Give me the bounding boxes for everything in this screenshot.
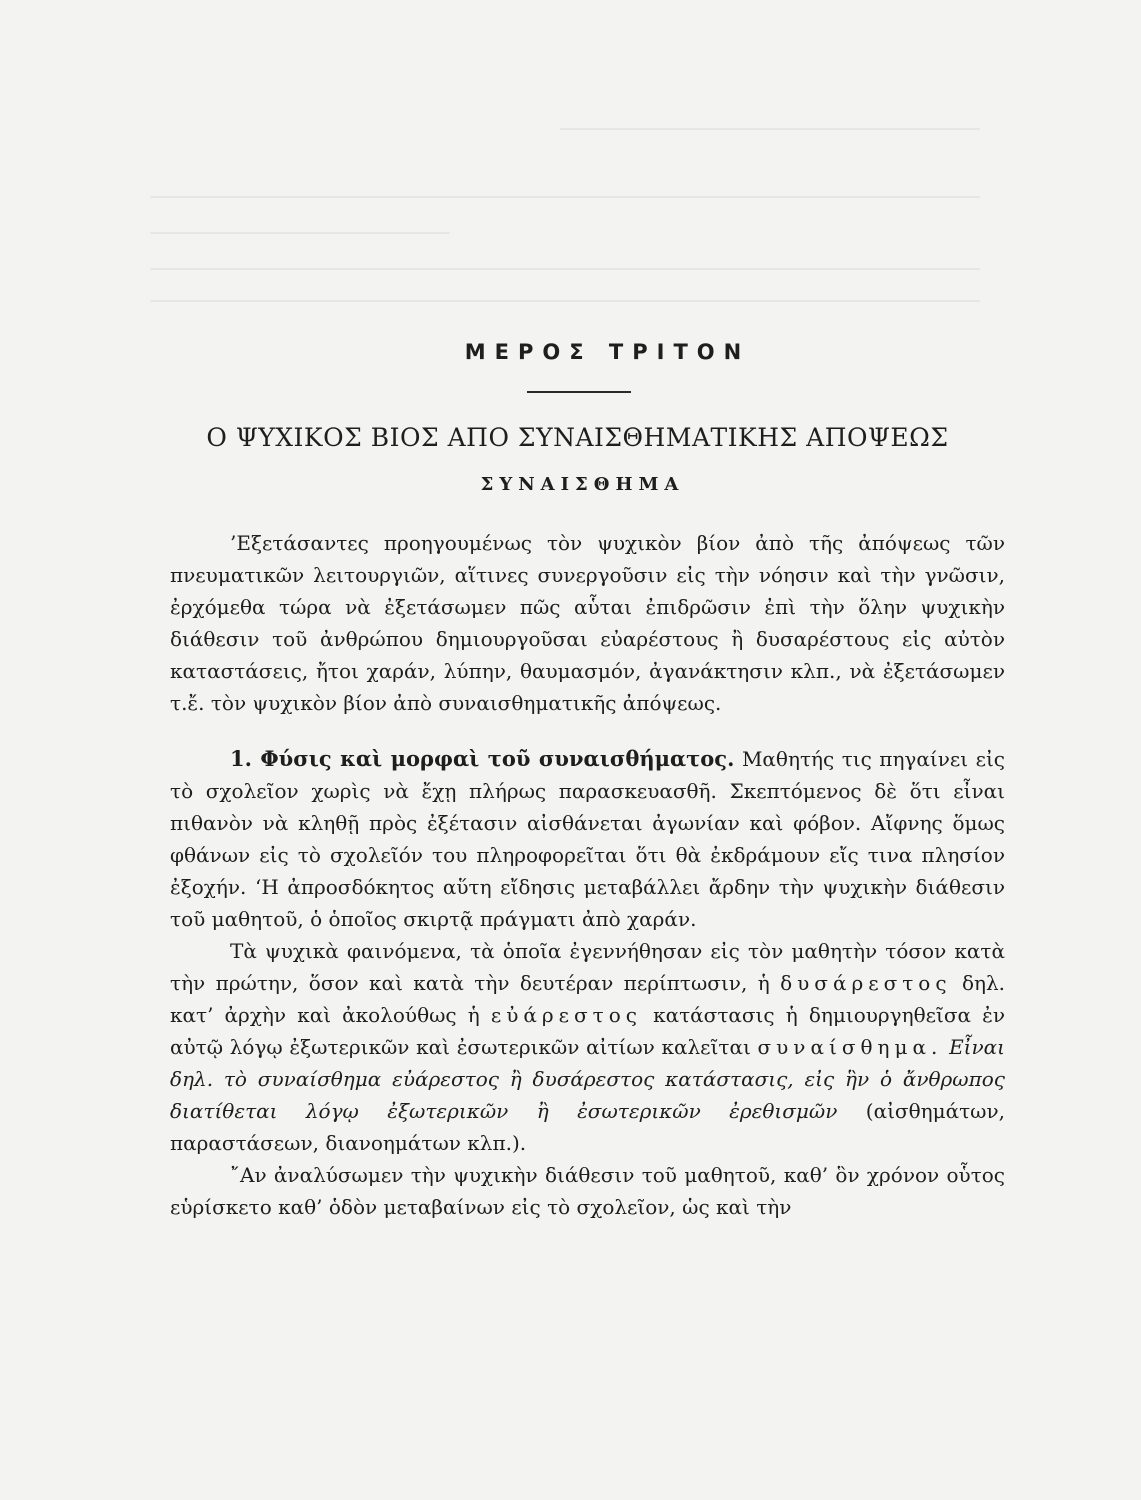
intro-paragraph: ’Εξετάσαντες προηγουμένως τὸν ψυχικὸν βίον ἀπὸ τῆς ἀπόψεως τῶν πνευματικῶν λειτουργιῶν, αἵτινες συνεργοῦσιν εἰς τὴν νόησιν καὶ τὴν γνῶσιν, ἐρχόμεθα τώρα νὰ ἐξετάσωμεν πῶς αὗται ἐπιδρῶσιν ἐπὶ τὴν ὅλην ψυχικὴν διάθεσιν τοῦ ἀνθρώπου δημιουργοῦσαι εὐαρέστους ἢ δυσαρέστους εἰς αὐτὸν καταστάσεις, ἤτοι χαράν, λύπην, θαυμασμόν, ἀγανάκτησιν κλπ., νὰ ἐξετάσωμεν τ.ἔ. τὸν ψυχικὸν βίον ἀπὸ συναισθηματικῆς ἀπόψεως. — [170, 531, 1005, 715]
bleed-through-line — [150, 268, 980, 270]
bleed-through-line — [560, 128, 980, 130]
bleed-through-line — [150, 232, 450, 234]
definition-statement: Εἶναι δηλ. τὸ συναίσθημα εὐάρεστος ἢ δυσάρεστος κατάστασις, εἰς ἣν ὁ ἄνθρωπος διατίθεται λόγῳ ἐξωτερικῶν ἢ ἐσωτερικῶν ἐρεθισμῶν — [170, 1035, 1006, 1123]
bleed-through-line — [150, 196, 980, 198]
term-dysarestos: δυσάρεστος — [780, 971, 952, 995]
term-euarestos: εὐάρεστος — [490, 1003, 642, 1027]
section-1-title: 1. Φύσις καὶ μορφαὶ τοῦ συναισθήματος. — [230, 746, 735, 771]
term-synaisthima: συναίσθημα. — [757, 1035, 943, 1059]
definition-text-part3: κατάστασις ἡ δημιουργηθεῖσα ἐν αὐτῷ λόγῳ ἐξωτερικῶν καὶ ἐσωτερικῶν αἰτίων καλεῖται — [170, 1003, 1005, 1059]
definition-text-part1: Τὰ ψυχικὰ φαινόμενα, τὰ ὁποῖα ἐγεννήθησαν εἰς τὸν μαθητὴν τόσον κατὰ τὴν πρώτην, ὅσον καὶ κατὰ τὴν δευτέραν περίπτωσιν, ἡ — [170, 939, 1005, 995]
definition-tail: (αἰσθημάτων, παραστάσεων, διανοημάτων κλπ.). — [170, 1099, 1005, 1155]
section-1-paragraph — [170, 743, 1005, 935]
book-page — [170, 340, 1005, 1223]
section-1-text: Μαθητής τις πηγαίνει εἰς τὸ σχολεῖον χωρὶς νὰ ἔχῃ πλήρως παρασκευασθῆ. Σκεπτόμενος δὲ ὅτι εἶναι πιθανὸν νὰ κληθῇ πρὸς ἐξέτασιν αἰσθάνεται ἀγωνίαν καὶ φόβον. Αἴφνης ὅμως φθάνων εἰς τὸ σχολεῖόν του πληροφορεῖται ὅτι θὰ ἐκδράμουν εἴς τινα πλησίον ἐξοχήν. ‘Η ἀπροσδόκητος αὕτη εἴδησις μεταβάλλει ἄρδην τὴν ψυχικὴν διάθεσιν τοῦ μαθητοῦ, ὁ ὁποῖος σκιρτᾷ πράγματι ἀπὸ χαράν. — [170, 747, 1006, 931]
definition-text-part2: δηλ. κατ’ ἀρχὴν καὶ ἀκολούθως ἡ — [170, 971, 1006, 1027]
bleed-through-line — [150, 300, 980, 302]
heading-divider — [527, 391, 631, 393]
definition-paragraph — [170, 935, 1005, 1159]
part-heading: ΜΕΡΟΣ ΤΡΙΤΟΝ — [464, 340, 751, 364]
chapter-subtitle: ΣΥΝΑΙΣΘΗΜΑ — [480, 474, 685, 495]
chapter-title: Ο ΨΥΧΙΚΟΣ ΒΙΟΣ ΑΠΟ ΣΥΝΑΙΣΘΗΜΑΤΙΚΗΣ ΑΠΟΨΕΩΣ — [206, 423, 949, 452]
analysis-paragraph: ῎Αν ἀναλύσωμεν τὴν ψυχικὴν διάθεσιν τοῦ μαθητοῦ, καθ’ ὃν χρόνον οὗτος εὑρίσκετο καθ’ ὁδὸν μεταβαίνων εἰς τὸ σχολεῖον, ὡς καὶ τὴν — [170, 1163, 1005, 1219]
